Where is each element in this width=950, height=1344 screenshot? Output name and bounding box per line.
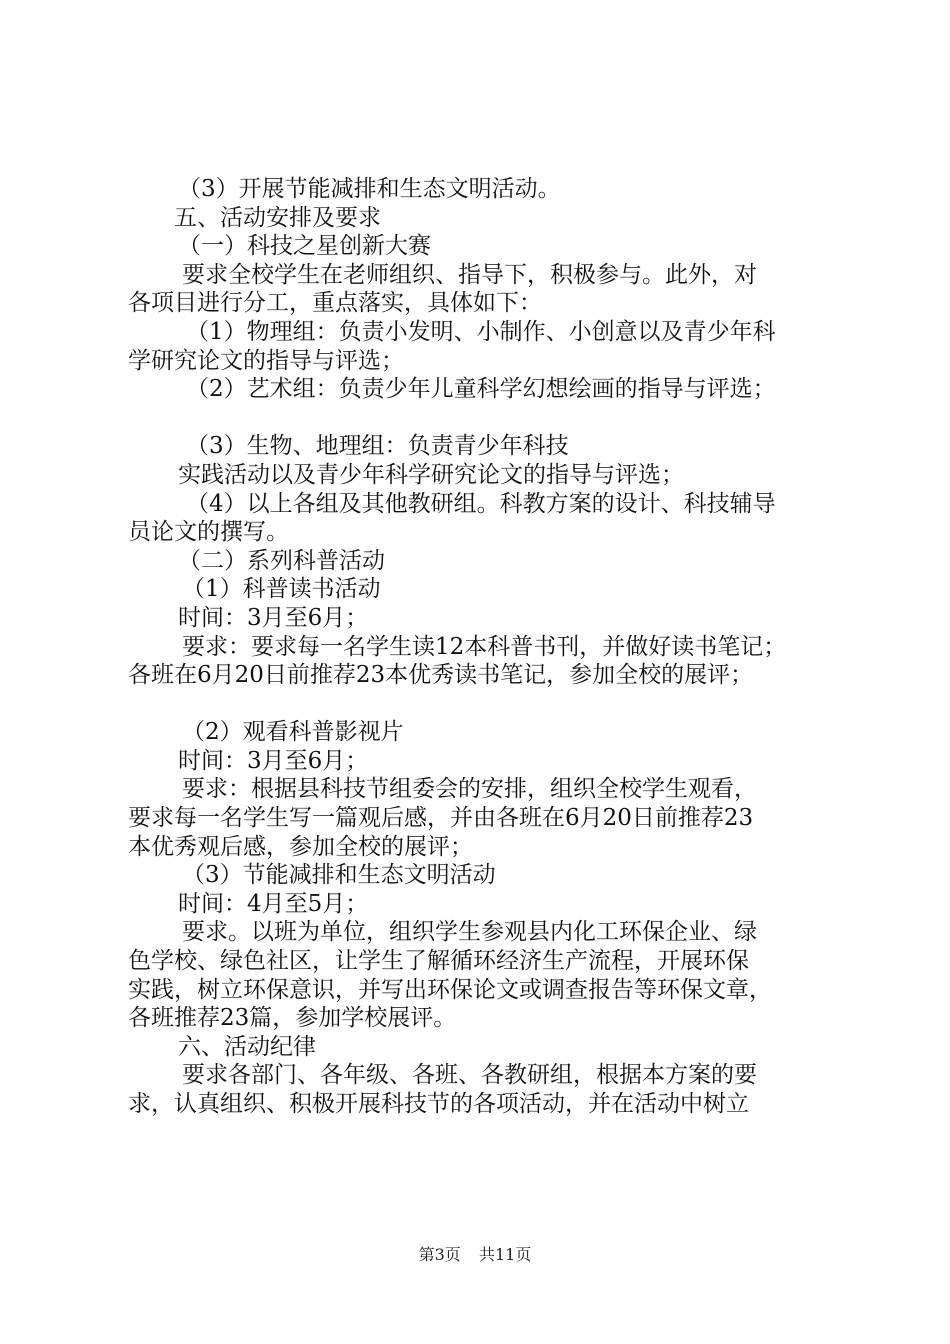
page-footer — [0, 1242, 950, 1265]
paragraph-line: 时间：4月至5月； — [178, 890, 369, 917]
paragraph-line: 求，认真组织、积极开展科技节的各项活动，并在活动中树立 — [128, 1091, 749, 1117]
paragraph-line: （一）科技之星创新大赛 — [178, 233, 431, 260]
paragraph-line: （二）系列科普活动 — [178, 547, 385, 574]
paragraph-line: 要求。以班为单位，组织学生参观县内化工环保企业、绿 — [182, 919, 757, 946]
paragraph-line: （3）开展节能减排和生态文明活动。 — [178, 176, 561, 202]
paragraph-line: 实践活动以及青少年科学研究论文的指导与评选； — [178, 461, 684, 488]
paragraph-line: （2）艺术组：负责少年儿童科学幻想绘画的指导与评选； — [186, 376, 776, 403]
paragraph-line: 实践，树立环保意识，并写出环保论文或调查报告等环保文章， — [128, 976, 772, 1003]
paragraph-line: （2）观看科普影视片 — [182, 719, 404, 746]
paragraph-line: 要求每一名学生写一篇观后感，并由各班在6月20日前推荐23 — [128, 805, 754, 832]
paragraph-line: 要求：要求每一名学生读12本科普书刊，并做好读书笔记； — [182, 633, 787, 660]
paragraph-line: （1）物理组：负责小发明、小制作、小创意以及青少年科 — [186, 318, 776, 345]
paragraph-line: （3）节能减排和生态文明活动 — [182, 862, 496, 889]
paragraph-line: 各班推荐23篇，参加学校展评。 — [128, 1005, 457, 1032]
paragraph-line: 学研究论文的指导与评选； — [128, 347, 404, 374]
paragraph-line: （4）以上各组及其他教研组。科教方案的设计、科技辅导 — [186, 490, 776, 517]
paragraph-line: 色学校、绿色社区，让学生了解循环经济生产流程，开展环保 — [128, 948, 749, 975]
paragraph-line: 时间：3月至6月； — [178, 747, 369, 774]
document-body — [128, 175, 828, 1119]
paragraph-line: （3）生物、地理组：负责青少年科技 — [186, 433, 569, 460]
paragraph-line: 员论文的撰写。 — [128, 519, 289, 546]
paragraph-line: 时间：3月至6月； — [178, 604, 369, 631]
page-number: 第3页 — [418, 1245, 461, 1264]
paragraph-line: 五、活动安排及要求 — [174, 204, 381, 231]
paragraph-line: 本优秀观后感，参加全校的展评； — [128, 833, 473, 860]
paragraph-line: 要求：根据县科技节组委会的安排，组织全校学生观看， — [182, 776, 757, 803]
blank-line — [128, 690, 828, 719]
paragraph-line: 各项目进行分工，重点落实，具体如下： — [128, 290, 542, 317]
paragraph-line: 要求各部门、各年级、各班、各教研组，根据本方案的要 — [182, 1062, 757, 1089]
paragraph-line: 六、活动纪律 — [178, 1033, 316, 1060]
paragraph-line: 各班在6月20日前推荐23本优秀读书笔记，参加全校的展评； — [128, 662, 754, 689]
page-total: 共11页 — [479, 1245, 532, 1264]
paragraph-line: （1）科普读书活动 — [182, 576, 381, 603]
blank-line — [128, 404, 828, 433]
paragraph-line: 要求全校学生在老师组织、指导下，积极参与。此外，对 — [182, 261, 757, 288]
